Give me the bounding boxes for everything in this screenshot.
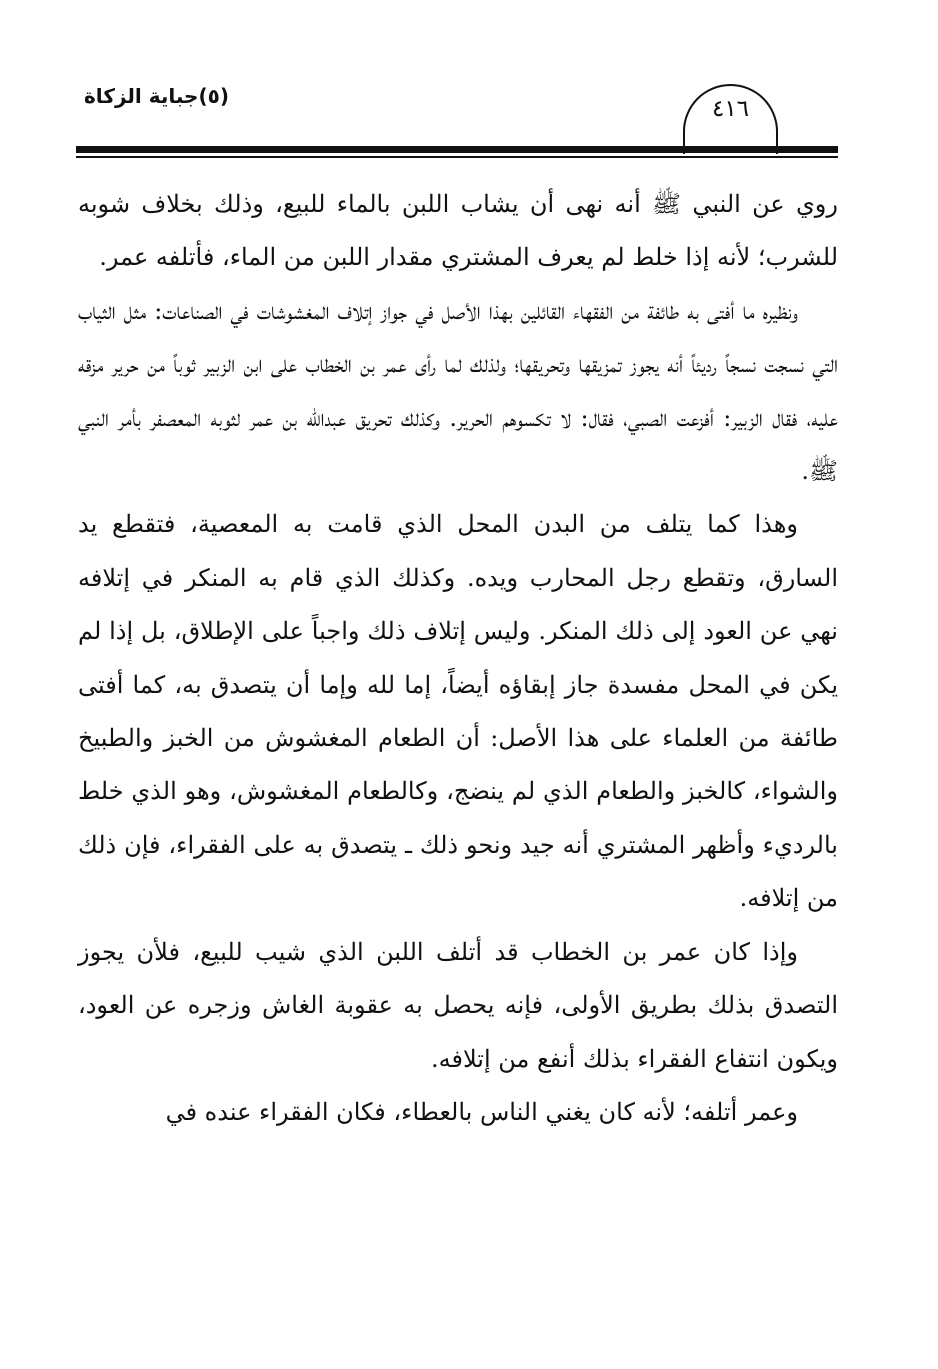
header-rule-thick [76,146,838,153]
paragraph-3: وهذا كما يتلف من البدن المحل الذي قامت به المعصية، فتقطع يد السارق، وتقطع رجل المحارب ويده. وكذلك الذي قام به المنكر في إتلافه نهي عن العود إلى ذلك المنكر. وليس إتلاف ذلك واجباً على الإطلاق، بل إذا لم يكن في المحل مفسدة جاز إبقاؤه أيضاً، إما لله وإما أن يتصدق به، كما أفتى طائفة من العلماء على هذا الأصل: أن الطعام المغشوش من الخبز والطبيخ والشواء، كالخبز والطعام الذي لم ينضج، وكالطعام المغشوش، وهو الذي خلط بالرديء وأظهر المشتري أنه جيد ونحو ذلك ـ يتصدق به على الفقراء، فإن ذلك من إتلافه. [78,510,839,913]
page-number: ٤١٦ [711,96,750,122]
paragraph-5: وعمر أتلفه؛ لأنه كان يغني الناس بالعطاء، فكان الفقراء عنده في [165,1097,798,1126]
paragraph-4: وإذا كان عمر بن الخطاب قد أتلف اللبن الذي شيب للبيع، فلأن يجوز التصدق بذلك بطريق الأولى، فإنه يحصل به عقوبة الغاش وزجره عن العود، ويكون انتفاع الفقراء بذلك أنفع من إتلافه. [78,937,838,1073]
header-rule-thin [76,156,838,158]
paragraph-1: روي عن النبي ﷺ أنه نهى أن يشاب اللبن بالماء للبيع، وذلك بخلاف شوبه للشرب؛ لأنه إذا خلط لم يعرف المشتري مقدار اللبن من الماء، فأتلفه عمر. [78,190,838,272]
paragraph-2: ونظيره ما أفتى به طائفة من الفقهاء القائلين بهذا الأصل في جواز إتلاف المغشوشات في الصناعات: مثل الثياب التي نسجت نسجاً رديئاً أنه يجوز تمزيقها وتحريقها؛ ولذلك لما رأى عمر بن الخطاب على ابن الزبير ثوباً من حرير مزقه عليه، فقال الزبير: أفزعت الصبي، فقال: لا تكسوهم الحرير. وكذلك تحريق عبدالله بن عمر لثوبه المعصفر بأمر النبي ﷺ. [78,296,838,486]
running-header-title: (٥)جباية الزكاة [84,84,229,108]
body-text [78,178,838,1139]
